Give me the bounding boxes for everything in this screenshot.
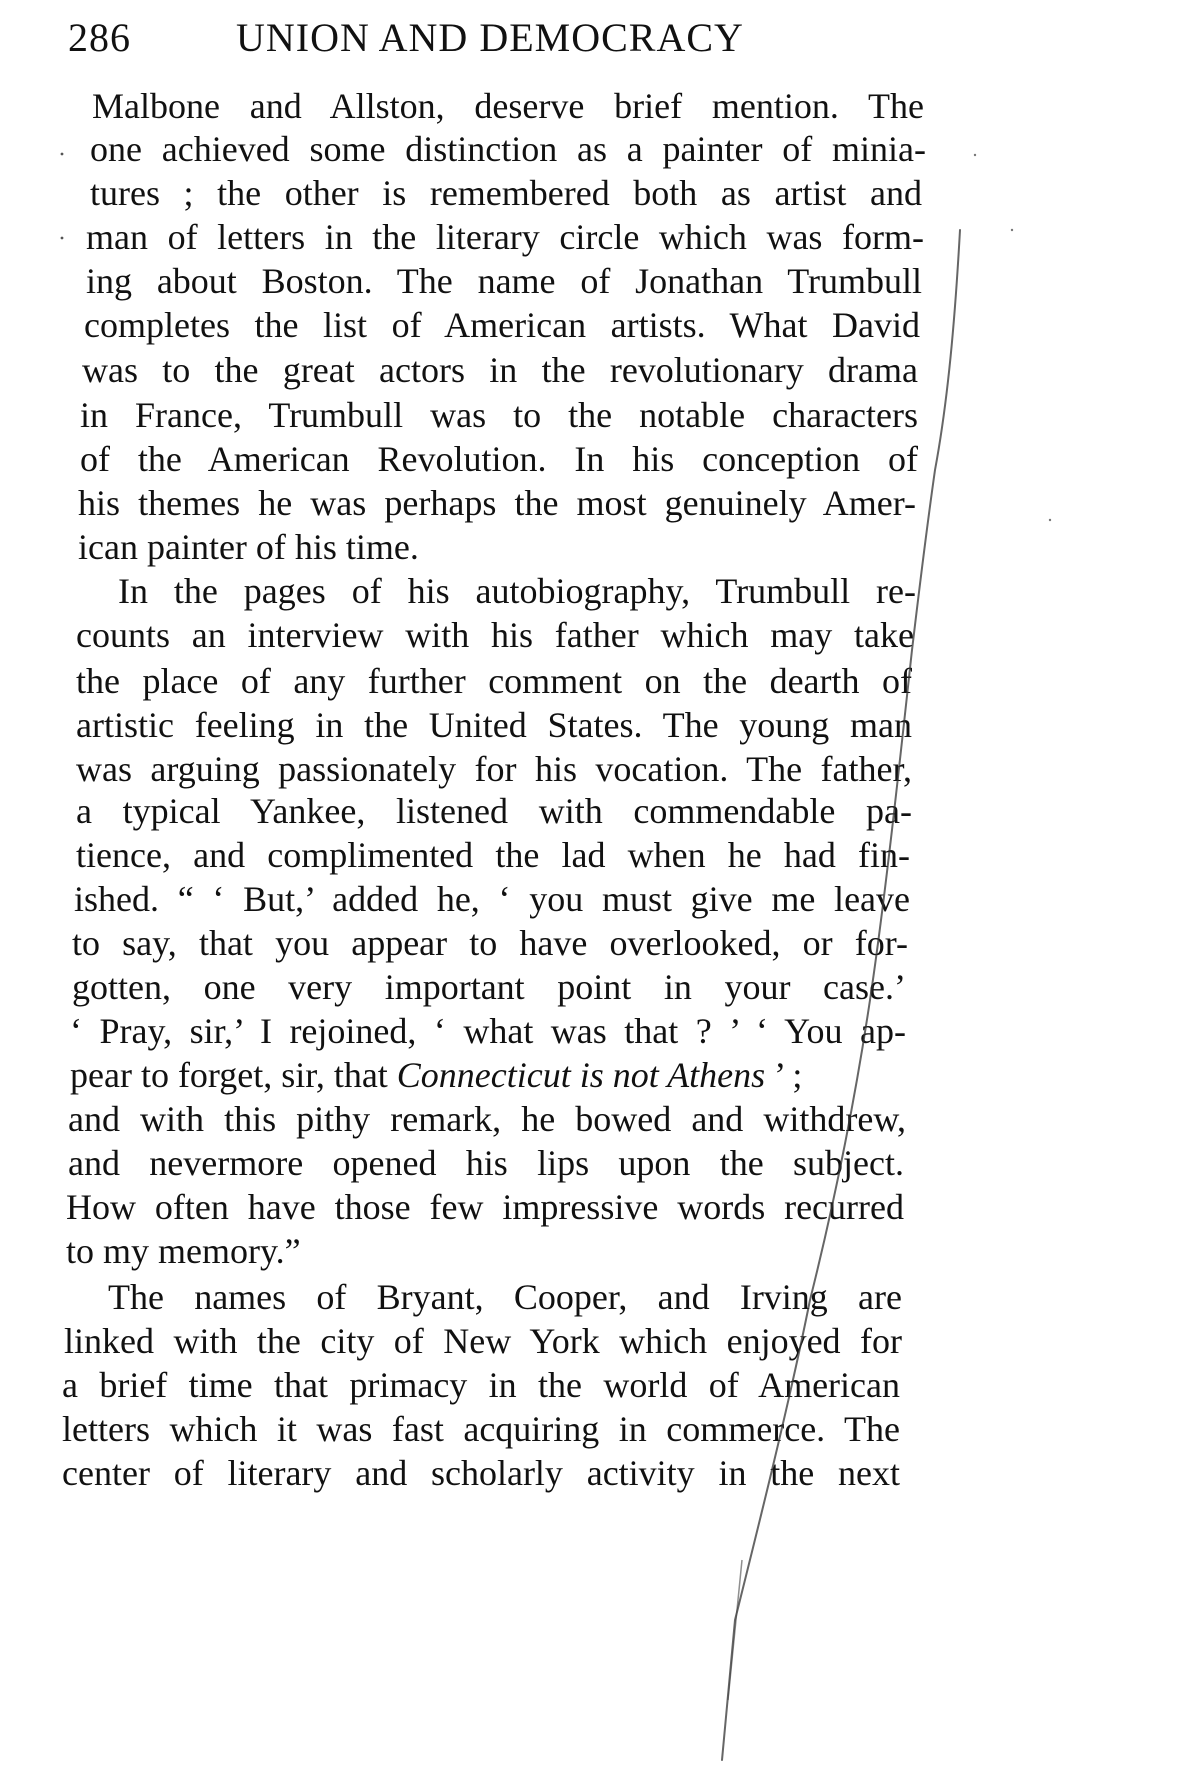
text-line: a typical Yankee, listened with commendable pa- xyxy=(76,791,912,831)
text-line: and nevermore opened his lips upon the subject. xyxy=(68,1143,904,1183)
text-line: in France, Trumbull was to the notable characters xyxy=(80,395,918,435)
text-line: ing about Boston. The name of Jonathan Trumbull xyxy=(86,261,922,301)
italic-quote: Connecticut is not Athens xyxy=(396,1055,766,1095)
text-line: Malbone and Allston, deserve brief mention. The xyxy=(92,86,924,126)
text-line: was to the great actors in the revolutionary drama xyxy=(82,350,918,390)
text-line: center of literary and scholarly activity in the next xyxy=(62,1453,900,1493)
text-line: of the American Revolution. In his conception of xyxy=(80,439,918,479)
text-line: How often have those few impressive words recurred xyxy=(66,1187,904,1227)
text-line: and with this pithy remark, he bowed and withdrew, xyxy=(68,1099,906,1139)
text-line: tures ; the other is remembered both as artist and xyxy=(90,173,922,213)
text-line: the place of any further comment on the dearth of xyxy=(76,661,912,701)
text-line: artistic feeling in the United States. The young man xyxy=(76,705,912,745)
text-line: a brief time that primacy in the world of American xyxy=(62,1365,900,1405)
text-line: was arguing passionately for his vocation. The father, xyxy=(76,749,912,789)
text-line: his themes he was perhaps the most genuinely Amer- xyxy=(78,483,916,523)
text-line: completes the list of American artists. What David xyxy=(84,305,920,345)
text-line: tience, and complimented the lad when he had fin- xyxy=(76,835,910,875)
text-line: to say, that you appear to have overlooked, or for- xyxy=(72,923,908,963)
running-head xyxy=(68,14,968,74)
text-line: to my memory.” xyxy=(66,1231,301,1271)
running-title: UNION AND DEMOCRACY xyxy=(236,15,744,60)
text-line: ‘ Pray, sir,’ I rejoined, ‘ what was that ? ’ ‘ You ap- xyxy=(70,1011,906,1051)
text-line xyxy=(70,1050,906,1100)
text-span: pear to forget, sir, that xyxy=(70,1055,397,1095)
text-line: letters which it was fast acquiring in commerce. The xyxy=(62,1409,900,1449)
text-line: The names of Bryant, Cooper, and Irving are xyxy=(108,1277,902,1317)
text-line: ican painter of his time. xyxy=(78,527,419,567)
text-span: ’ ; xyxy=(765,1055,803,1095)
text-line: gotten, one very important point in your case.’ xyxy=(72,967,906,1007)
text-line: man of letters in the literary circle which was form- xyxy=(86,217,924,257)
text-line: In the pages of his autobiography, Trumbull re- xyxy=(118,571,916,611)
text-line: linked with the city of New York which enjoyed for xyxy=(64,1321,902,1361)
text-line: counts an interview with his father which may take xyxy=(76,615,914,655)
text-line: one achieved some distinction as a painter of minia- xyxy=(90,129,926,169)
text-line: ished. “ ‘ But,’ added he, ‘ you must give me leave xyxy=(74,879,910,919)
page-number: 286 xyxy=(68,15,131,60)
